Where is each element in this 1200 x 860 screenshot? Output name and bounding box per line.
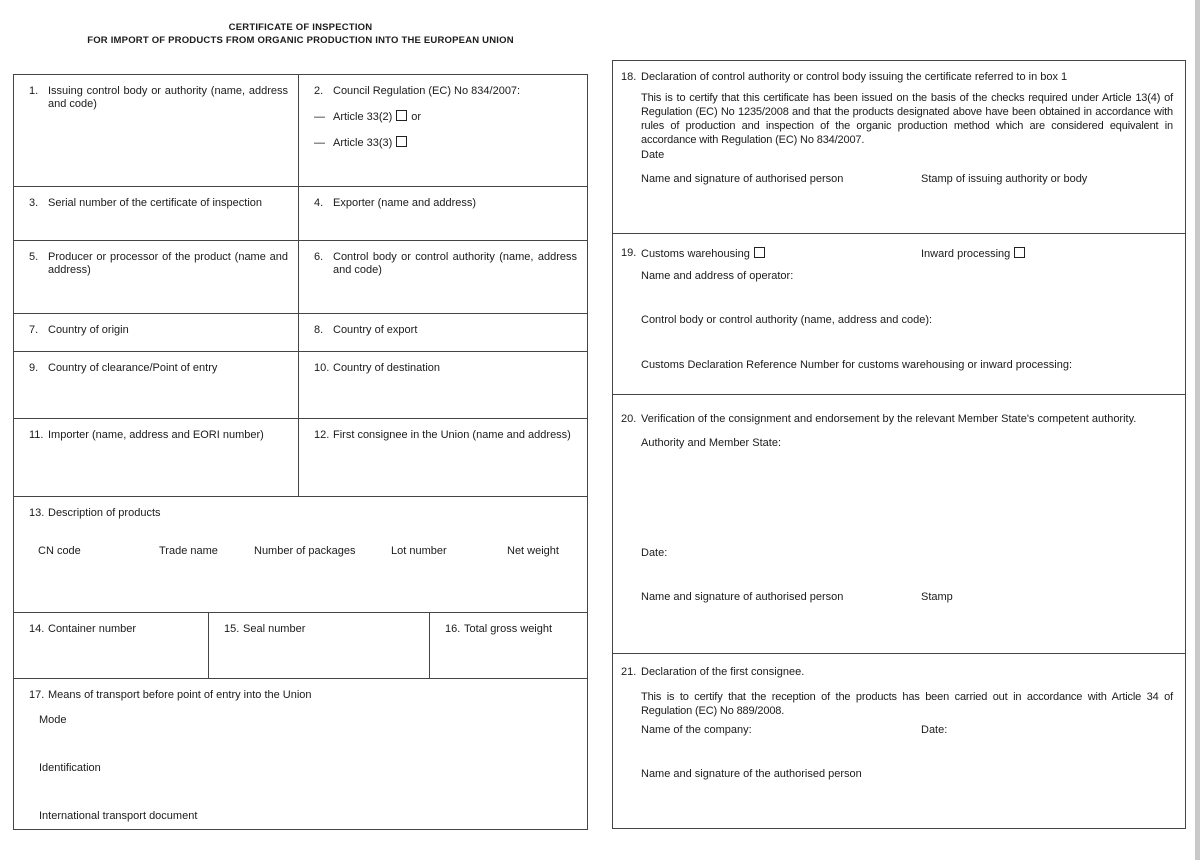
checkbox-article-33-2[interactable] [396, 110, 407, 121]
box-12-label: First consignee in the Union (name and address) [333, 429, 571, 441]
dash-icon: — [314, 137, 325, 149]
box-11-number: 11. [29, 429, 44, 441]
operator-label: Name and address of operator: [641, 270, 794, 282]
box-5 [14, 241, 298, 313]
box-20-label: Verification of the consignment and endorsement by the relevant Member State's competent authority. [641, 413, 1137, 425]
box-13-number: 13. [29, 507, 45, 519]
box-21-date-label: Date: [921, 724, 948, 736]
mode-label: Mode [39, 714, 67, 726]
box-8 [298, 314, 587, 351]
box-16 [429, 613, 587, 678]
box-6-number: 6. [314, 251, 324, 263]
box-4-label: Exporter (name and address) [333, 197, 477, 209]
box-2-label: Council Regulation (EC) No 834/2007: [333, 85, 521, 97]
company-name-label: Name of the company: [641, 724, 752, 736]
box-16-number: 16. [445, 623, 461, 635]
box-3-number: 3. [29, 197, 39, 209]
form-title-line1: CERTIFICATE OF INSPECTION [228, 22, 373, 33]
box-20-date-label: Date: [641, 547, 668, 559]
box-12 [298, 419, 587, 496]
box-12-number: 12. [314, 429, 330, 441]
box-7 [14, 314, 298, 351]
right-column [612, 60, 1186, 829]
customs-warehousing-label: Customs warehousing [641, 248, 750, 260]
box-18-date-label: Date [641, 149, 665, 161]
box-4-number: 4. [314, 197, 324, 209]
scan-edge-shadow [1195, 0, 1200, 860]
box-20-stamp-label: Stamp [921, 591, 953, 603]
form-title-line2: FOR IMPORT OF PRODUCTS FROM ORGANIC PRODUCTION INTO THE EUROPEAN UNION [87, 35, 514, 46]
box-19 [613, 234, 1185, 395]
box-10 [298, 352, 587, 418]
box-1 [14, 75, 298, 186]
box-3 [14, 187, 298, 240]
box-21-label: Declaration of the first consignee. [641, 666, 805, 678]
row-boxes-11-12 [14, 419, 587, 497]
column-header-net-weight: Net weight [507, 545, 559, 557]
article-33-3-label: Article 33(3) [333, 137, 393, 149]
column-header-cn-code: CN code [38, 545, 81, 557]
box-14-number: 14. [29, 623, 45, 635]
article-33-2-label: Article 33(2) [333, 111, 393, 123]
row-box-13 [14, 497, 587, 613]
column-header-number-of-packages: Number of packages [254, 545, 356, 557]
inward-processing-option [921, 247, 1029, 261]
column-header-lot-number: Lot number [391, 545, 447, 557]
box-18-signature-label: Name and signature of authorised person [641, 173, 844, 185]
box-6-label: Control body or control authority (name, address and code) [333, 251, 577, 276]
row-boxes-9-10 [14, 352, 587, 419]
box-18-number: 18. [621, 71, 637, 83]
box-14-label: Container number [48, 623, 137, 635]
box-4 [298, 187, 587, 240]
box-15-label: Seal number [243, 623, 306, 635]
box-2 [298, 75, 587, 186]
box-15-number: 15. [224, 623, 240, 635]
box-3-label: Serial number of the certificate of inspection [48, 197, 263, 209]
box-21 [613, 654, 1185, 830]
row-boxes-14-15-16 [14, 613, 587, 679]
box-18-declaration-text: This is to certify that this certificate has been issued on the basis of the checks required under Article 13(4) of Regulation (EC) No 1235/2008 and that the products designated above have been obtained in accordance with rules of production and inspection of the organic production method which are considered equivalent in accordance with Regulation (EC) No 834/2007. [641, 92, 1173, 146]
checkbox-customs-warehousing[interactable] [754, 247, 765, 258]
box-16-label: Total gross weight [464, 623, 553, 635]
box-18-stamp-label: Stamp of issuing authority or body [921, 173, 1088, 185]
box-17-number: 17. [29, 689, 45, 701]
inward-processing-label: Inward processing [921, 248, 1011, 260]
box-5-label: Producer or processor of the product (name and address) [48, 251, 288, 276]
box-21-signature-label: Name and signature of the authorised person [641, 768, 862, 780]
box-7-label: Country of origin [48, 324, 129, 336]
row-box-17 [14, 679, 587, 831]
transport-document-label: International transport document [39, 810, 198, 822]
box-20 [613, 395, 1185, 654]
row-boxes-7-8 [14, 314, 587, 352]
box-14 [14, 613, 208, 678]
box-6 [298, 241, 587, 313]
dash-icon: — [314, 111, 325, 123]
article-33-3-option [299, 136, 587, 150]
box-20-signature-label: Name and signature of authorised person [641, 591, 844, 603]
column-header-trade-name: Trade name [159, 545, 218, 557]
identification-label: Identification [39, 762, 101, 774]
box-18-label: Declaration of control authority or control body issuing the certificate referred to in box 1 [641, 71, 1068, 83]
box-11-label: Importer (name, address and EORI number) [48, 429, 264, 441]
box-13 [14, 497, 587, 612]
box-17-label: Means of transport before point of entry into the Union [48, 689, 312, 701]
checkbox-inward-processing[interactable] [1014, 247, 1025, 258]
box-20-number: 20. [621, 413, 637, 425]
row-boxes-5-6 [14, 241, 587, 314]
authority-member-state-label: Authority and Member State: [641, 437, 782, 449]
row-boxes-1-2 [14, 75, 587, 187]
box-19-number: 19. [621, 247, 637, 259]
customs-warehousing-option [641, 247, 1173, 261]
control-body-label: Control body or control authority (name, address and code): [641, 314, 933, 326]
article-33-2-suffix: or [411, 111, 422, 123]
box-8-label: Country of export [333, 324, 418, 336]
box-10-number: 10. [314, 362, 330, 374]
box-1-label: Issuing control body or authority (name, address and code) [48, 85, 288, 110]
left-column [13, 74, 588, 830]
box-13-label: Description of products [48, 507, 161, 519]
article-33-2-option [299, 110, 587, 124]
box-10-label: Country of destination [333, 362, 441, 374]
form-title [13, 21, 588, 47]
box-8-number: 8. [314, 324, 324, 336]
box-18 [613, 61, 1185, 234]
box-9 [14, 352, 298, 418]
checkbox-article-33-3[interactable] [396, 136, 407, 147]
box-7-number: 7. [29, 324, 39, 336]
box-9-label: Country of clearance/Point of entry [48, 362, 218, 374]
box-1-number: 1. [29, 85, 39, 97]
customs-declaration-reference-label: Customs Declaration Reference Number for customs warehousing or inward processing: [641, 359, 1073, 371]
box-17 [14, 679, 587, 831]
box-21-number: 21. [621, 666, 637, 678]
box-2-number: 2. [314, 85, 324, 97]
box-15 [208, 613, 429, 678]
row-boxes-3-4 [14, 187, 587, 241]
box-21-declaration-text: This is to certify that the reception of the products has been carried out in accordance with Article 34 of Regulation (EC) No 889/2008. [641, 691, 1173, 717]
box-5-number: 5. [29, 251, 39, 263]
box-9-number: 9. [29, 362, 39, 374]
box-11 [14, 419, 298, 496]
